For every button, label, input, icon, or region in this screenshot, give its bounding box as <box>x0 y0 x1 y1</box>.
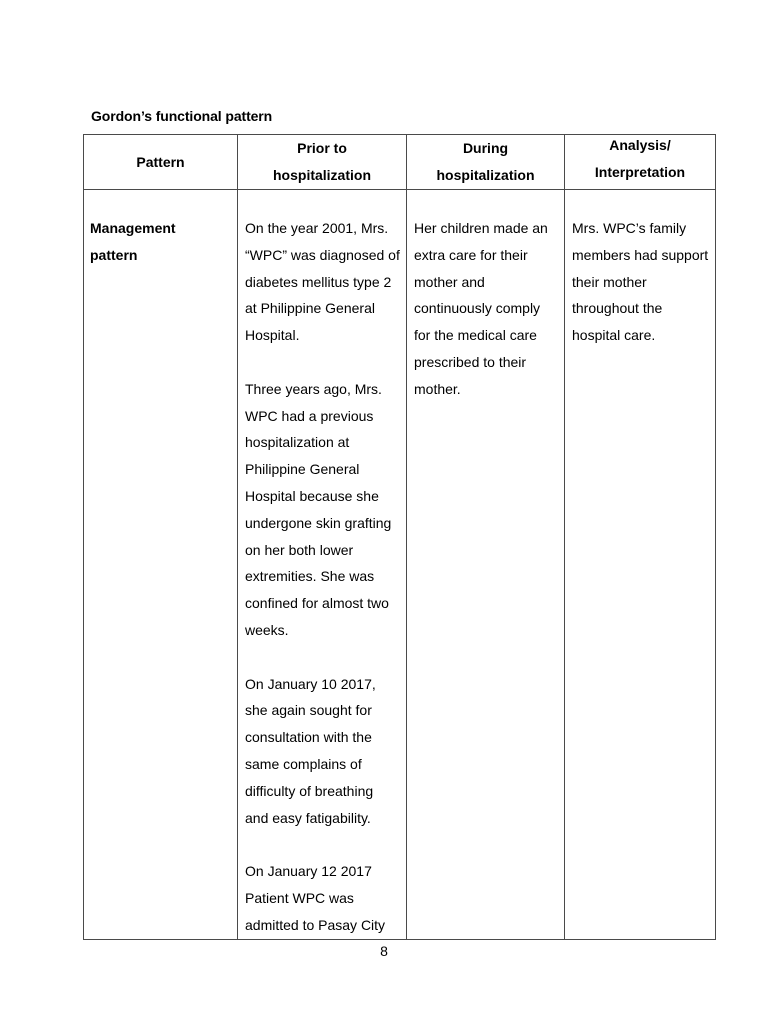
page-number: 8 <box>380 943 388 959</box>
during-paragraph: Her children made an extra care for their mother and continuously comply for the medical care prescribed to their mother. <box>414 220 548 397</box>
prior-paragraph-1: On the year 2001, Mrs. “WPC” was diagnosed of diabetes mellitus type 2 at Philippine General Hospital. <box>245 220 400 344</box>
header-analysis-line1: Analysis/ <box>609 137 671 153</box>
header-analysis-interpretation <box>565 135 716 190</box>
prior-paragraph-2: Three years ago, Mrs. WPC had a previous hospitalization at Philippine General Hospital because she undergone skin grafting on her both lower extremities. She was confined for almost two weeks. <box>245 380 392 638</box>
cell-prior-to-hospitalization <box>238 190 407 940</box>
prior-paragraph-3: On January 10 2017, she again sought for consultation with the same complains of difficulty of breathing and easy fatigability. <box>245 675 376 826</box>
header-pattern <box>84 135 238 190</box>
cell-analysis-interpretation <box>565 190 716 940</box>
header-prior-to-hospitalization <box>238 135 407 190</box>
prior-paragraph-4: On January 12 2017 Patient WPC was admitted to Pasay City <box>245 863 386 933</box>
table-row <box>84 190 716 940</box>
header-during-line1: During <box>462 140 509 156</box>
header-pattern-label: Pattern <box>136 153 185 170</box>
cell-pattern <box>84 190 238 940</box>
header-prior-line2: hospitalization <box>273 167 371 183</box>
pattern-name-line1: Management <box>90 220 176 236</box>
pattern-name-line2: pattern <box>90 246 138 263</box>
header-prior-line1: Prior to <box>297 140 347 156</box>
functional-pattern-table <box>83 134 716 940</box>
header-during-line2: hospitalization <box>436 167 535 183</box>
header-during-hospitalization <box>407 135 565 190</box>
cell-during-hospitalization <box>407 190 565 940</box>
header-analysis-line2: Interpretation <box>594 164 686 180</box>
table-title: Gordon’s functional pattern <box>91 108 273 124</box>
header-row <box>84 135 716 190</box>
analysis-paragraph: Mrs. WPC’s family members had support their mother throughout the hospital care. <box>572 220 709 344</box>
